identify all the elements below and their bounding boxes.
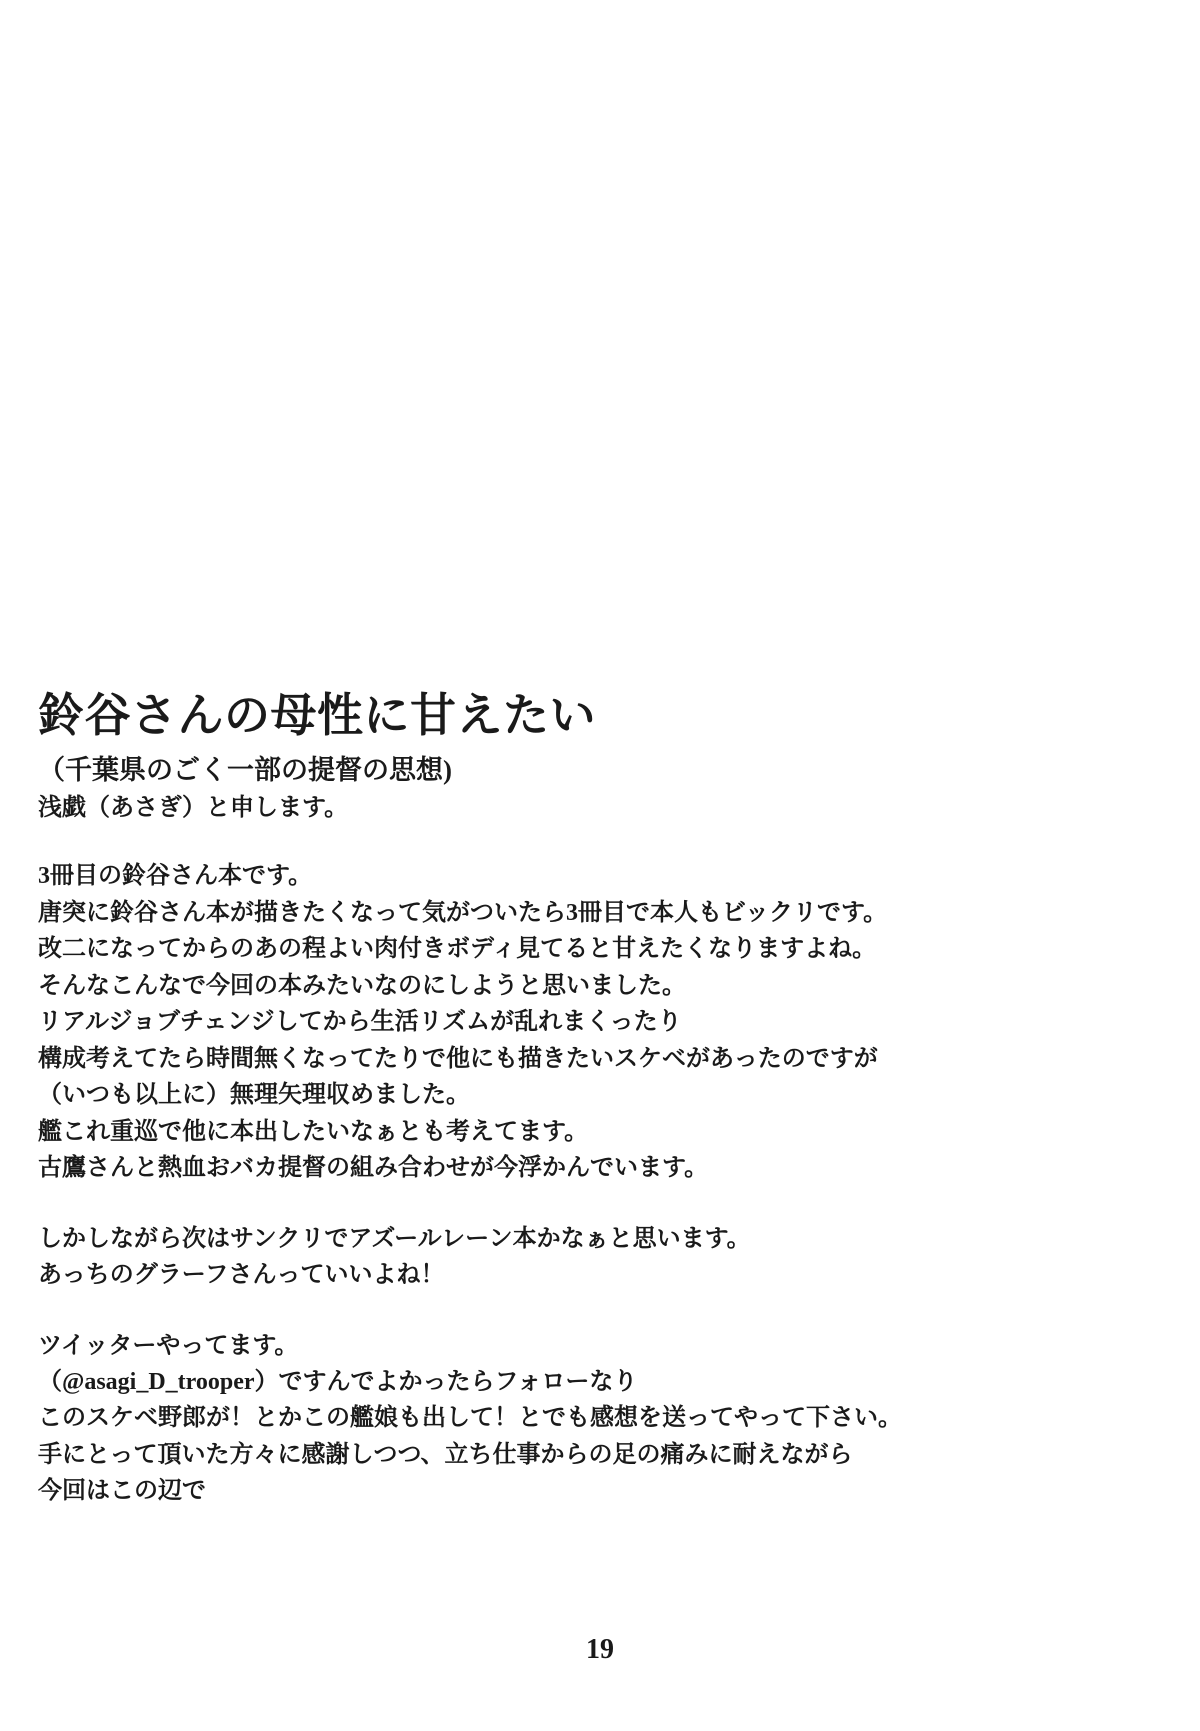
afterword-title: 鈴谷さんの母性に甘えたい <box>38 690 596 741</box>
afterword-paragraph-1 <box>38 858 1148 1186</box>
afterword-paragraph-3 <box>38 1328 1148 1510</box>
page-number: 19 <box>586 1634 614 1665</box>
afterword-line: しかしながら次はサンクリでアズールレーン本かなぁと思います。 <box>38 1225 751 1252</box>
afterword-line: このスケベ野郎が！とかこの艦娘も出して！とでも感想を送ってやって下さい。 <box>38 1405 902 1432</box>
afterword-line: （いつも以上に）無理矢理収めました。 <box>38 1082 470 1109</box>
afterword-line: あっちのグラーフさんっていいよね！ <box>38 1262 445 1289</box>
afterword-line: 改二になってからのあの程よい肉付きボディ見てると甘えたくなりますよね。 <box>38 936 877 963</box>
afterword-line: （@asagi_D_trooper）ですんでよかったらフォローなり <box>38 1369 638 1395</box>
afterword-paragraph-2 <box>38 1221 1148 1294</box>
afterword-line: 古鷹さんと熱血おバカ提督の組み合わせが今浮かんでいます。 <box>38 1155 709 1182</box>
afterword-line: 艦これ重巡で他に本出したいなぁとも考えてます。 <box>38 1118 589 1145</box>
afterword-line: リアルジョブチェンジしてから生活リズムが乱れまくったり <box>38 1009 682 1036</box>
afterword-subtitle: （千葉県のごく一部の提督の思想) <box>38 754 452 785</box>
afterword-line: 3冊目の鈴谷さん本です。 <box>38 863 313 890</box>
afterword-line: 唐突に鈴谷さん本が描きたくなって気がついたら3冊目で本人もビックリです。 <box>38 899 888 926</box>
afterword-line: 今回はこの辺で <box>38 1478 206 1505</box>
afterword-byline: 浅戯（あさぎ）と申します。 <box>38 794 349 821</box>
afterword-line: そんなこんなで今回の本みたいなのにしようと思いました。 <box>38 972 686 999</box>
afterword-block <box>38 690 1148 1510</box>
afterword-line: 構成考えてたら時間無くなってたりで他にも描きたいスケベがあったのですが <box>38 1045 878 1072</box>
afterword-line: ツイッターやってます。 <box>38 1332 299 1359</box>
afterword-line: 手にとって頂いた方々に感謝しつつ、立ち仕事からの足の痛みに耐えながら <box>38 1441 853 1468</box>
